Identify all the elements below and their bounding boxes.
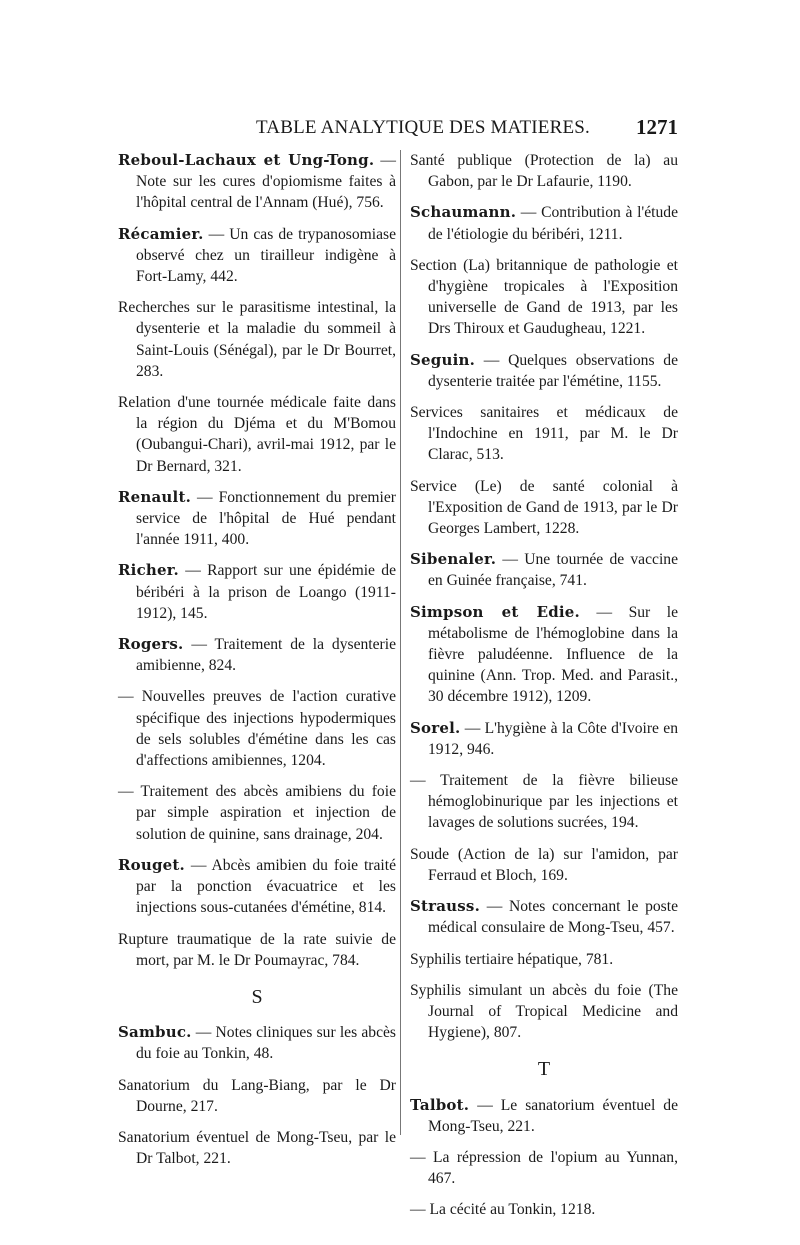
- entry-text: Service (Le) de santé colonial à l'Exposition de Gand de 1913, par le Dr Georges Lambert, 1228.: [410, 477, 678, 538]
- entry-author: Simpson et Edie.: [410, 602, 580, 621]
- entry-author: Rogers.: [118, 635, 184, 654]
- section-letter-t: T: [537, 1058, 551, 1081]
- index-entry: [410, 718, 678, 760]
- index-entry: [410, 476, 678, 540]
- index-entry: [410, 402, 678, 466]
- entry-text: — Quelques observations de dysenterie traitée par l'émétine, 1155.: [428, 351, 678, 390]
- entry-text: — Le sanatorium éventuel de Mong-Tseu, 221.: [428, 1096, 678, 1135]
- entry-text: — Note sur les cures d'opiomisme faites à l'hôpital central de l'Annam (Hué), 756.: [136, 152, 396, 212]
- right-t-entries: [410, 1095, 678, 1221]
- entry-author: Rouget.: [118, 855, 185, 874]
- index-entry: [410, 1147, 678, 1189]
- index-entry: [118, 855, 396, 919]
- index-entry: [118, 1022, 396, 1064]
- entry-author: Récamier.: [118, 224, 204, 243]
- index-entry: [118, 224, 396, 288]
- entry-text: Services sanitaires et médicaux de l'Indochine en 1911, par M. le Dr Clarac, 513.: [410, 404, 678, 464]
- entry-author: Sambuc.: [118, 1023, 192, 1042]
- page-title: TABLE ANALYTIQUE DES MATIERES.: [256, 117, 591, 138]
- entry-text: — L'hygiène à la Côte d'Ivoire en 1912, 946.: [428, 719, 678, 758]
- index-entry: [118, 487, 396, 551]
- entry-author: Strauss.: [410, 897, 481, 916]
- entry-text: — Notes cliniques sur les abcès du foie au Tonkin, 48.: [136, 1024, 396, 1063]
- right-column: [410, 150, 678, 1231]
- entry-text: — Un cas de trypanosomiase observé chez un tirailleur indigène à Fort-Lamy, 442.: [136, 225, 396, 286]
- index-entry: [118, 1127, 396, 1169]
- entry-text: — La cécité au Tonkin, 1218.: [410, 1201, 596, 1219]
- index-entry: [410, 980, 678, 1044]
- right-entries: [410, 150, 678, 1043]
- entry-text: Sanatorium du Lang-Biang, par le Dr Dourne, 217.: [118, 1076, 396, 1115]
- index-entry: [118, 634, 396, 676]
- index-entry: [410, 202, 678, 244]
- entry-text: Soude (Action de la) sur l'amidon, par Ferraud et Bloch, 169.: [410, 845, 678, 884]
- entry-author: Schaumann.: [410, 203, 517, 222]
- entry-text: — Fonctionnement du premier service de l'hôpital de Hué pendant l'année 1911, 400.: [136, 488, 396, 549]
- entry-text: — Traitement de la dysenterie amibienne, 824.: [136, 636, 396, 675]
- index-entry: [118, 929, 396, 971]
- entry-text: Section (La) britannique de pathologie et d'hygiène tropicales à l'Exposition universelle de Gand de 1913, par les Drs Thiroux et Gaudugheau, 1221.: [410, 256, 678, 338]
- entry-text: — La répression de l'opium au Yunnan, 467.: [410, 1148, 678, 1188]
- index-entry: [410, 150, 678, 192]
- index-entry: [118, 297, 396, 382]
- entry-text: Syphilis tertiaire hépatique, 781.: [410, 950, 614, 968]
- index-entry: [118, 686, 396, 771]
- left-s-entries: [118, 1022, 396, 1169]
- entry-text: Santé publique (Protection de la) au Gabon, par le Dr Lafaurie, 1190.: [410, 152, 678, 191]
- index-entry: [410, 549, 678, 591]
- index-entry: [410, 844, 678, 886]
- section-letter-s: S: [251, 985, 263, 1008]
- entry-text: Sanatorium éventuel de Mong-Tseu, par le Dr Talbot, 221.: [118, 1128, 396, 1168]
- entry-text: Syphilis simulant un abcès du foie (The Journal of Tropical Medicine and Hygiene), 807.: [410, 981, 678, 1042]
- entry-text: — Nouvelles preuves de l'action curative spécifique des injections hypodermiques de sels solubles d'émétine dans les cas d'affections amibiennes, 1204.: [118, 688, 396, 770]
- entry-author: Sorel.: [410, 718, 461, 737]
- entry-text: Rupture traumatique de la rate suivie de mort, par M. le Dr Poumayrac, 784.: [118, 930, 396, 969]
- left-column: [118, 150, 396, 1179]
- index-entry: [410, 350, 678, 392]
- index-entry: [410, 770, 678, 834]
- entry-text: Recherches sur le parasitisme intestinal, la dysenterie et la maladie du sommeil à Saint-Louis (Sénégal), par le Dr Bourret, 283.: [118, 299, 396, 380]
- index-entry: [118, 560, 396, 624]
- entry-author: Reboul-Lachaux et Ung-Tong.: [118, 151, 375, 169]
- entry-text: — Rapport sur une épidémie de béribéri à la prison de Loango (1911-1912), 145.: [136, 562, 396, 622]
- entry-author: Sibenaler.: [410, 550, 497, 569]
- index-entry: [410, 602, 678, 708]
- entry-author: Renault.: [118, 487, 191, 506]
- entry-text: — Traitement des abcès amibiens du foie par simple aspiration et injection de solution de quinine, sans drainage, 204.: [118, 783, 396, 843]
- entry-text: — Sur le métabolisme de l'hémoglobine dans la fièvre paludéenne. Influence de la quinine (Ann. Trop. Med. and Parasit., 30 décembre 1912), 1209.: [428, 603, 678, 706]
- index-entry: [118, 392, 396, 477]
- entry-text: — Abcès amibien du foie traité par la ponction évacuatrice et les injections sous-cutanées d'émétine, 814.: [136, 856, 396, 917]
- entry-text: — Une tournée de vaccine en Guinée française, 741.: [428, 551, 678, 590]
- column-divider: [400, 150, 401, 1135]
- entry-author: Talbot.: [410, 1095, 470, 1114]
- entry-text: — Contribution à l'étude de l'étiologie du béribéri, 1211.: [428, 204, 678, 243]
- entry-author: Richer.: [118, 561, 179, 580]
- page-number: 1271: [636, 115, 678, 139]
- entry-text: — Traitement de la fièvre bilieuse hémoglobinurique par les injections et lavages de solutions sucrées, 194.: [410, 772, 678, 832]
- left-entries: [118, 150, 396, 971]
- index-entry: [118, 1075, 396, 1117]
- index-entry: [410, 1199, 678, 1220]
- entry-text: Relation d'une tournée médicale faite dans la région du Djéma et du M'Bomou (Oubangui-Chari), avril-mai 1912, par le Dr Bernard, 321.: [118, 394, 396, 475]
- index-entry: [410, 1095, 678, 1137]
- entry-author: Seguin.: [410, 350, 475, 369]
- index-entry: [118, 781, 396, 845]
- running-header: [118, 117, 678, 143]
- entry-text: — Notes concernant le poste médical consulaire de Mong-Tseu, 457.: [428, 898, 678, 937]
- index-entry: [118, 150, 396, 214]
- index-entry: [410, 949, 678, 970]
- index-entry: [410, 255, 678, 340]
- index-entry: [410, 896, 678, 938]
